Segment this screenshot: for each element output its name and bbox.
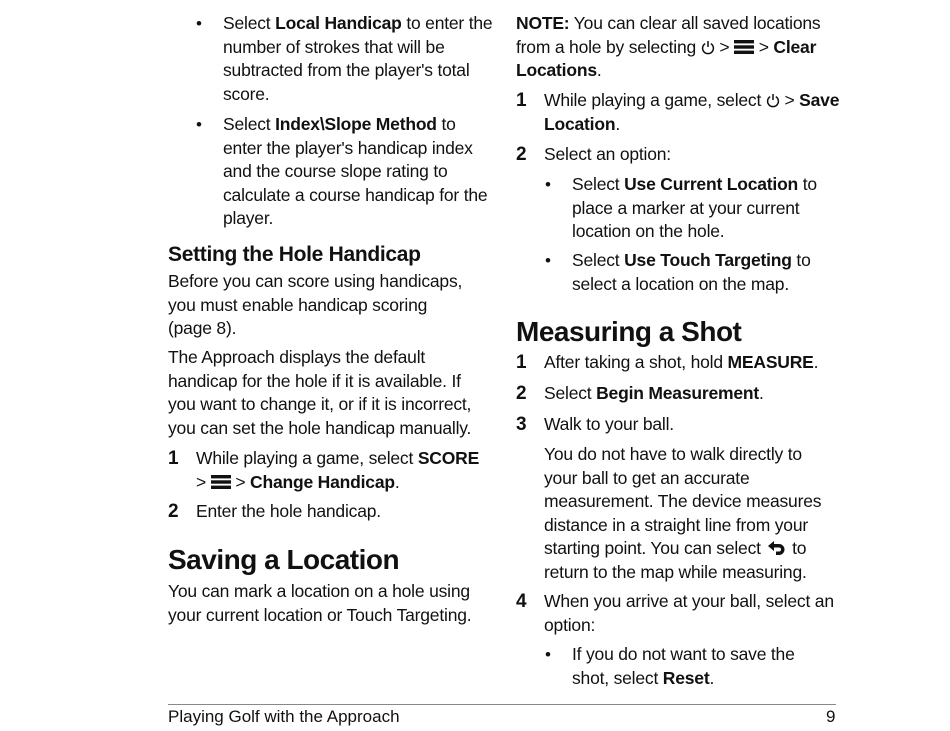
bullet-use-touch-targeting: • Select Use Touch Targeting to select a location on the map. [545,250,811,294]
step-number: 4 [516,591,527,612]
save-location-label: Save Location [544,90,840,134]
page-number: 9 [826,707,836,726]
section-measuring-shot: Measuring a Shot [516,316,742,347]
change-handicap-label: Change Handicap [250,471,395,492]
bullet-reset: • If you do not want to save the shot, select Reset. [545,644,795,688]
footer-title: Playing Golf with the Approach [168,707,400,726]
step-save-location: 1 While playing a game, select > Save Location. [516,90,840,134]
local-handicap-label: Local Handicap [275,13,402,33]
step-change-handicap: 1 While playing a game, select SCORE > > Change Handicap. [168,448,480,492]
use-current-location-label: Use Current Location [624,174,799,194]
para-enable-handicap: Before you can score using handicaps, you must enable handicap scoring (page 8). [168,271,463,338]
begin-measurement-label: Begin Measurement [596,383,760,403]
step-number: 1 [516,352,527,373]
heading-setting-hole-handicap: Setting the Hole Handicap [168,243,421,266]
bullet-dot: • [545,175,551,194]
menu-icon [211,475,231,489]
step-arrive-at-ball: 4 When you arrive at your ball, select an option: [516,591,834,635]
bullet-dot: • [545,645,551,664]
menu-icon [734,40,754,54]
note-clear-locations: NOTE: You can clear all saved locations from a hole by selecting > > Clear Locations. [516,13,821,80]
index-slope-label: Index\Slope Method [275,114,437,134]
power-icon [766,93,780,108]
para-mark-location: You can mark a location on a hole using your current location or Touch Targeting. [168,581,472,625]
step-number: 1 [516,90,527,111]
step-hold-measure: 1 After taking a shot, hold MEASURE. [516,352,819,373]
step-begin-measurement: 2 Select Begin Measurement. [516,383,764,404]
para-measure-info: You do not have to walk directly to your ball to get an accurate measurement. The device measures distance in a straight line from your starting point. You can select to return to the map while measuring. [544,444,822,582]
step-number: 2 [516,383,527,404]
step-walk-to-ball: 3 Walk to your ball. [516,414,674,435]
step-number: 2 [168,501,179,522]
note-label: NOTE: [516,13,570,33]
score-label: SCORE [417,448,480,468]
bullet-local-handicap: • Select Local Handicap to enter the number of strokes that will be subtracted from the player's total score. [196,13,493,104]
step-number: 2 [516,144,527,165]
step-select-option: 2 Select an option: [516,144,671,165]
step-number: 1 [168,448,179,469]
power-icon [701,40,715,55]
bullet-dot: • [196,14,202,33]
back-arrow-icon [765,540,787,556]
clear-locations-label: Clear Locations [516,36,817,80]
measure-label: MEASURE [727,352,814,372]
step-number: 3 [516,414,527,435]
footer-divider [168,704,836,705]
bullet-dot: • [545,251,551,270]
bullet-dot: • [196,115,202,134]
bullet-use-current-location: • Select Use Current Location to place a marker at your current location on the hole. [545,174,817,241]
reset-label: Reset [662,667,710,688]
para-default-handicap: The Approach displays the default handicap for the hole if it is available. If you want to change it, or if it is incorrect, you can set the hole handicap manually. [168,347,472,438]
bullet-index-slope: • Select Index\Slope Method to enter the player's handicap index and the course slope rating to calculate a course handicap for the player. [196,114,488,228]
section-saving-location: Saving a Location [168,544,400,575]
step-enter-handicap: 2 Enter the hole handicap. [168,501,381,522]
use-touch-targeting-label: Use Touch Targeting [624,250,792,270]
